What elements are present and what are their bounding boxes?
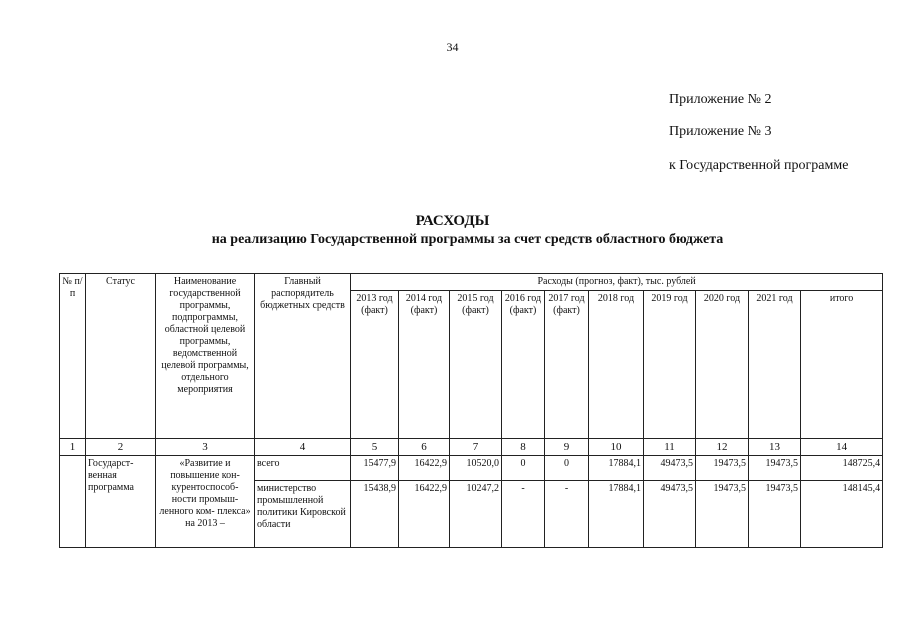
row-manager: министерство промышленной политики Кировской области (255, 481, 351, 548)
cell-value: 16422,9 (399, 456, 450, 481)
cell-value: 17884,1 (589, 456, 644, 481)
col-number: 14 (801, 439, 883, 456)
header-year: 2016 год (факт) (502, 291, 545, 439)
col-number: 10 (589, 439, 644, 456)
header-status: Статус (86, 274, 156, 439)
appendix-line-1: Приложение № 2 (669, 92, 772, 107)
cell-value: 15438,9 (351, 481, 399, 548)
cell-value: 19473,5 (749, 481, 801, 548)
appendix-line-2: Приложение № 3 (669, 124, 772, 139)
row-program-name: «Развитие и повышение кон- курентоспособ- ности промыш- ленного ком- плекса» на 2013 – (156, 456, 255, 548)
document-subtitle: на реализацию Государственной программы за счет средств областного бюджета (211, 232, 724, 247)
row-status: Государст- венная программа (86, 456, 156, 548)
header-year: 2015 год (факт) (450, 291, 502, 439)
cell-value: 17884,1 (589, 481, 644, 548)
col-number: 3 (156, 439, 255, 456)
header-year: 2019 год (644, 291, 696, 439)
cell-value: 49473,5 (644, 481, 696, 548)
cell-value: 0 (545, 456, 589, 481)
cell-value: - (502, 481, 545, 548)
header-year: 2014 год (факт) (399, 291, 450, 439)
row-num (60, 456, 86, 548)
header-manager: Главный распорядитель бюджетных средств (255, 274, 351, 439)
header-year: 2020 год (696, 291, 749, 439)
cell-value: 16422,9 (399, 481, 450, 548)
cell-value: 19473,5 (696, 481, 749, 548)
header-name: Наименование государственной программы, подпрограммы, областной целевой программы, ведомственной целевой программы, отдельного мероприятия (156, 274, 255, 439)
header-year: 2017 год (факт) (545, 291, 589, 439)
cell-value: - (545, 481, 589, 548)
col-number: 6 (399, 439, 450, 456)
header-row-1 (60, 274, 883, 291)
table-row (60, 456, 883, 481)
col-number: 9 (545, 439, 589, 456)
cell-value: 15477,9 (351, 456, 399, 481)
col-number: 7 (450, 439, 502, 456)
column-number-row (60, 439, 883, 456)
col-number: 1 (60, 439, 86, 456)
header-year: 2013 год (факт) (351, 291, 399, 439)
header-year: 2021 год (749, 291, 801, 439)
row-manager: всего (255, 456, 351, 481)
cell-value: 148725,4 (801, 456, 883, 481)
cell-value: 0 (502, 456, 545, 481)
header-num: № п/п (60, 274, 86, 439)
document-title: РАСХОДЫ (415, 213, 490, 229)
col-number: 8 (502, 439, 545, 456)
col-number: 13 (749, 439, 801, 456)
cell-value: 10520,0 (450, 456, 502, 481)
cell-value: 10247,2 (450, 481, 502, 548)
cell-value: 19473,5 (696, 456, 749, 481)
header-year: 2018 год (589, 291, 644, 439)
expenses-table (59, 273, 883, 548)
appendix-line-3: к Государственной программе (669, 158, 849, 173)
header-expenses: Расходы (прогноз, факт), тыс. рублей (351, 274, 883, 291)
col-number: 5 (351, 439, 399, 456)
col-number: 2 (86, 439, 156, 456)
cell-value: 49473,5 (644, 456, 696, 481)
header-total: итого (801, 291, 883, 439)
page-number: 34 (446, 40, 459, 54)
col-number: 4 (255, 439, 351, 456)
cell-value: 19473,5 (749, 456, 801, 481)
col-number: 11 (644, 439, 696, 456)
col-number: 12 (696, 439, 749, 456)
cell-value: 148145,4 (801, 481, 883, 548)
